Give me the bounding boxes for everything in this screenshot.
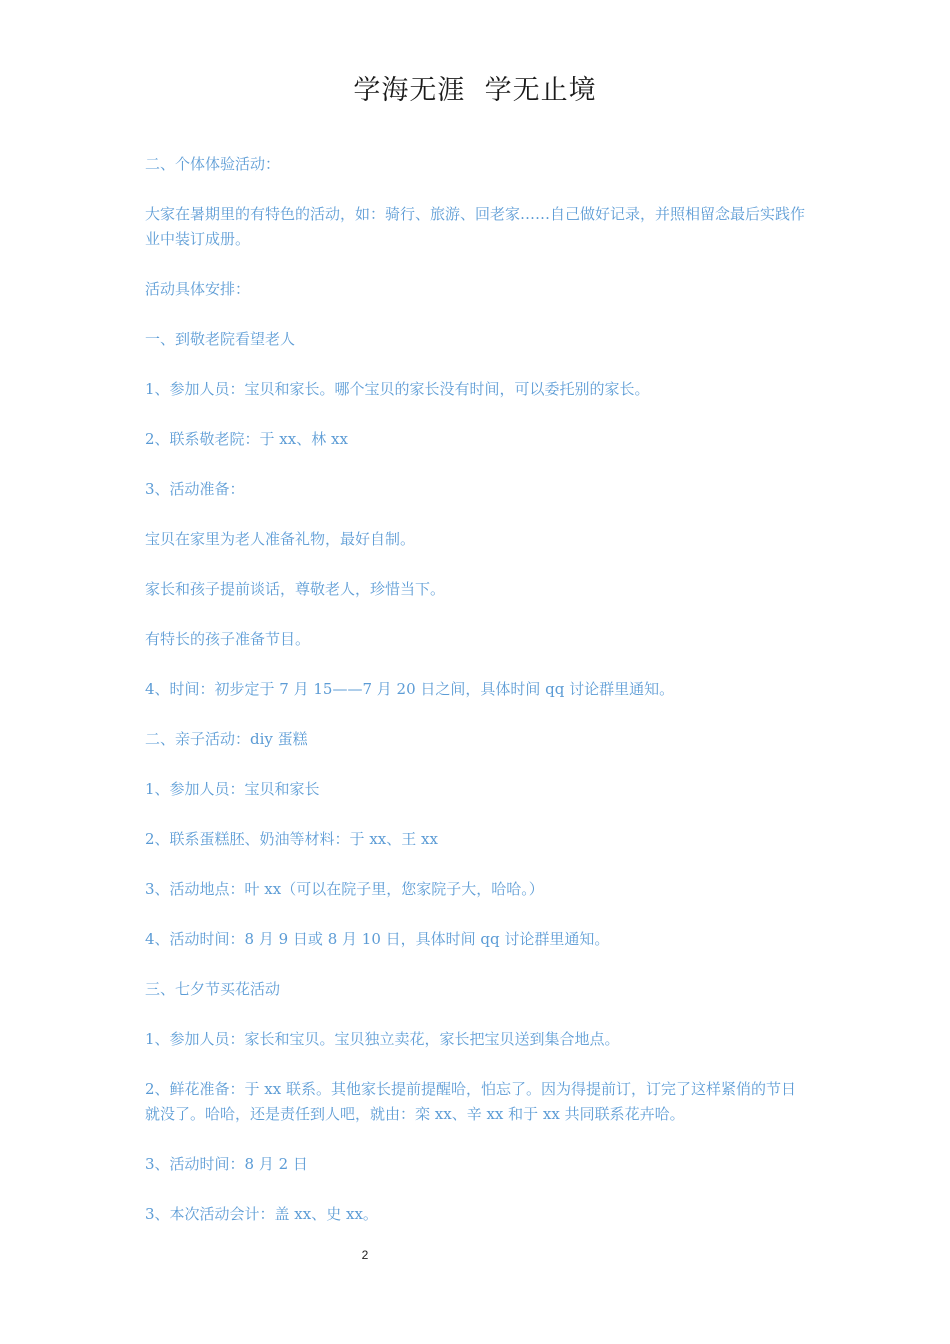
paragraph-nursing-home-preparation: 3、活动准备： (145, 480, 245, 498)
paragraph-nursing-home-heading: 一、到敬老院看望老人 (145, 330, 296, 348)
paragraph-prep-gifts: 宝贝在家里为老人准备礼物，最好自制。 (145, 530, 416, 548)
paragraph-qixi-accounting: 3、本次活动会计：盖 xx、史 xx。 (145, 1205, 378, 1223)
page-header-title: 学海无涯 学无止境 (353, 75, 597, 106)
document-body (145, 152, 810, 1252)
paragraph-cake-time: 4、活动时间：8 月 9 日或 8 月 10 日，具体时间 qq 讨论群里通知。 (145, 930, 610, 948)
paragraph-prep-performances: 有特长的孩子准备节目。 (145, 630, 311, 648)
paragraph-prep-talk: 家长和孩子提前谈话，尊敬老人，珍惜当下。 (145, 580, 446, 598)
paragraph-nursing-home-participants: 1、参加人员：宝贝和家长。哪个宝贝的家长没有时间，可以委托别的家长。 (145, 380, 650, 398)
paragraph-qixi-heading: 三、七夕节买花活动 (145, 980, 281, 998)
paragraph-cake-participants: 1、参加人员：宝贝和家长 (145, 780, 320, 798)
paragraph-individual-description: 大家在暑期里的有特色的活动，如：骑行、旅游、回老家……自己做好记录，并照相留念最后实践作业中装订成册。 (145, 205, 806, 248)
paragraph-qixi-time: 3、活动时间：8 月 2 日 (145, 1155, 308, 1173)
paragraph-cake-location: 3、活动地点：叶 xx（可以在院子里，您家院子大，哈哈。） (145, 880, 544, 898)
paragraph-qixi-flowers: 2、鲜花准备：于 xx 联系。其他家长提前提醒哈，怕忘了。因为得提前订，订完了这样紧俏的节日就没了。哈哈，还是责任到人吧，就由：栾 xx、辛 xx 和于 xx 共同联系花卉哈。 (145, 1080, 797, 1123)
page-number: 2 (361, 1248, 369, 1262)
paragraph-nursing-home-contact: 2、联系敬老院：于 xx、林 xx (145, 430, 348, 448)
paragraph-qixi-participants: 1、参加人员：家长和宝贝。宝贝独立卖花，家长把宝贝送到集合地点。 (145, 1030, 620, 1048)
paragraph-cake-materials: 2、联系蛋糕胚、奶油等材料：于 xx、王 xx (145, 830, 438, 848)
paragraph-schedule-heading: 活动具体安排： (145, 280, 251, 298)
paragraph-cake-heading: 二、亲子活动：diy 蛋糕 (145, 730, 308, 748)
paragraph-nursing-home-time: 4、时间：初步定于 7 月 15——7 月 20 日之间，具体时间 qq 讨论群里通知。 (145, 680, 675, 698)
paragraph-section-individual-activities: 二、个体体验活动： (145, 155, 281, 173)
